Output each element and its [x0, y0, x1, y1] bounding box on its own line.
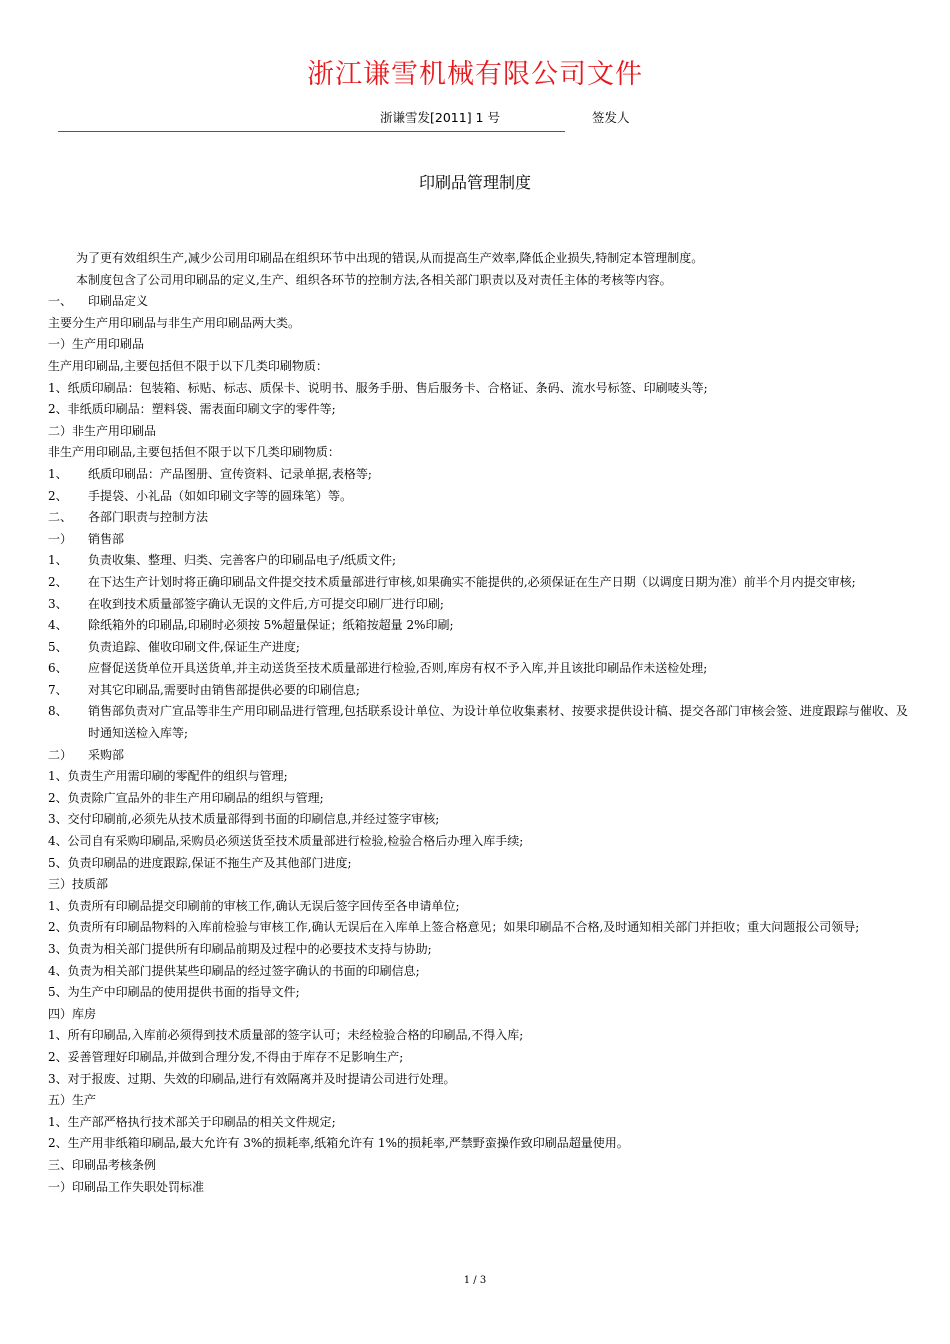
list-item-text: 手提袋、小礼品（如如印刷文字等的圆珠笔）等。 [88, 488, 353, 503]
subsection-heading: 二）非生产用印刷品 [48, 423, 157, 438]
list-item [48, 486, 908, 508]
company-document-title: 浙江谦雪机械有限公司文件 [307, 59, 643, 90]
subsection-heading [48, 745, 908, 767]
list-item: 1、生产部严格执行技术部关于印刷品的相关文件规定; [48, 1114, 336, 1129]
list-item-number: 8、 [48, 704, 68, 719]
list-item-text: 除纸箱外的印刷品,印刷时必须按 5%超量保证；纸箱按超量 2%印刷; [88, 618, 454, 633]
list-item [48, 637, 908, 659]
section-number: 二、 [48, 510, 73, 525]
list-item-text: 在收到技术质量部签字确认无误的文件后,方可提交印刷厂进行印刷; [88, 596, 444, 611]
list-item-text: 负责收集、整理、归类、完善客户的印刷品电子/纸质文件; [88, 553, 397, 568]
subsection-title: 采购部 [88, 747, 125, 762]
document-body [48, 248, 908, 1198]
list-item: 3、负责为相关部门提供所有印刷品前期及过程中的必要技术支持与协助; [48, 942, 432, 956]
paragraph: 主要分生产用印刷品与非生产用印刷品两大类。 [48, 315, 301, 330]
list-item [48, 701, 908, 744]
list-item [48, 658, 908, 680]
list-item-text: 销售部负责对广宣品等非生产用印刷品进行管理,包括联系设计单位、为设计单位收集素材、按要求提供设计稿、提交各部门审核会签、进度跟踪与催收、及时通知送检入库等; [88, 704, 908, 741]
list-item [48, 550, 908, 572]
section-title: 各部门职责与控制方法 [88, 510, 209, 525]
document-number: 浙谦雪发[2011] 1 号 [380, 110, 500, 125]
subsection-heading: 五）生产 [48, 1093, 97, 1108]
list-item-number: 1、 [48, 466, 68, 481]
list-item-number: 2、 [48, 574, 68, 589]
subsection-number: 二） [48, 747, 73, 762]
intro-paragraph: 为了更有效组织生产,减少公司用印刷品在组织环节中出现的错误,从而提高生产效率,降低企业损失,特制定本管理制度。 [76, 251, 704, 265]
subsection-heading: 一）印刷品工作失职处罚标准 [48, 1179, 205, 1194]
list-item: 5、负责印刷品的进度跟踪,保证不拖生产及其他部门进度; [48, 855, 352, 870]
list-item-number: 1、 [48, 553, 68, 568]
list-item: 1、负责生产用需印刷的零配件的组织与管理; [48, 769, 288, 784]
list-item-number: 5、 [48, 639, 68, 654]
list-item: 4、公司自有采购印刷品,采购员必须送货至技术质量部进行检验,检验合格后办理入库手续; [48, 834, 524, 849]
list-item: 4、负责为相关部门提供某些印刷品的经过签字确认的书面的印刷信息; [48, 963, 420, 978]
list-item-number: 3、 [48, 596, 68, 611]
list-item-number: 2、 [48, 488, 68, 503]
list-item: 3、对于报废、过期、失效的印刷品,进行有效隔离并及时提请公司进行处理。 [48, 1071, 456, 1086]
section-heading [48, 507, 908, 529]
list-item: 3、交付印刷前,必须先从技术质量部得到书面的印刷信息,并经过签字审核; [48, 812, 440, 827]
subsection-heading: 一）生产用印刷品 [48, 337, 145, 352]
list-item-text: 负责追踪、催收印刷文件,保证生产进度; [88, 639, 300, 654]
paragraph: 非生产用印刷品,主要包括但不限于以下几类印刷物质： [48, 445, 340, 460]
section-number: 一、 [48, 294, 73, 309]
list-item: 2、负责所有印刷品物料的入库前检验与审核工作,确认无误后在入库单上签合格意见；如果印刷品不合格,及时通知相关部门并拒收；重大问题报公司领导; [48, 920, 860, 935]
list-item-number: 7、 [48, 682, 68, 697]
list-item [48, 464, 908, 486]
section-title: 印刷品定义 [88, 294, 149, 309]
list-item [48, 594, 908, 616]
subsection-heading: 四）库房 [48, 1006, 97, 1021]
subsection-heading: 三）技质部 [48, 877, 109, 892]
subsection-title: 销售部 [88, 531, 125, 546]
list-item-text: 应督促送货单位开具送货单,并主动送货至技术质量部进行检验,否则,库房有权不予入库,并且该批印刷品作未送检处理; [88, 661, 708, 676]
list-item: 5、为生产中印刷品的使用提供书面的指导文件; [48, 985, 300, 1000]
list-item-text: 纸质印刷品：产品图册、宣传资料、记录单据,表格等; [88, 466, 372, 481]
list-item: 2、生产用非纸箱印刷品,最大允许有 3%的损耗率,纸箱允许有 1%的损耗率,严禁野蛮操作致印刷品超量使用。 [48, 1136, 629, 1151]
document-subtitle: 印刷品管理制度 [418, 173, 531, 192]
list-item-number: 6、 [48, 661, 68, 676]
list-item-text: 对其它印刷品,需要时由销售部提供必要的印刷信息; [88, 682, 360, 697]
list-item [48, 680, 908, 702]
list-item [48, 615, 908, 637]
list-item [48, 572, 908, 594]
list-item: 1、纸质印刷品：包装箱、标贴、标志、质保卡、说明书、服务手册、售后服务卡、合格证、条码、流水号标签、印刷唛头等; [48, 380, 708, 395]
list-item: 1、所有印刷品,入库前必须得到技术质量部的签字认可；未经检验合格的印刷品,不得入库; [48, 1028, 524, 1043]
list-item-text: 在下达生产计划时将正确印刷品文件提交技术质量部进行审核,如果确实不能提供的,必须保证在生产日期（以调度日期为准）前半个月内提交审核; [88, 574, 856, 589]
paragraph: 生产用印刷品,主要包括但不限于以下几类印刷物质： [48, 358, 328, 373]
red-divider-line [58, 131, 565, 132]
list-item: 2、负责除广宣品外的非生产用印刷品的组织与管理; [48, 790, 324, 805]
section-heading [48, 291, 908, 313]
subsection-number: 一） [48, 531, 73, 546]
list-item: 2、非纸质印刷品：塑料袋、需表面印刷文字的零件等; [48, 402, 336, 417]
list-item: 1、负责所有印刷品提交印刷前的审核工作,确认无误后签字回传至各申请单位; [48, 898, 460, 913]
subsection-heading [48, 529, 908, 551]
list-item-number: 4、 [48, 618, 68, 633]
intro-paragraph: 本制度包含了公司用印刷品的定义,生产、组织各环节的控制方法,各相关部门职责以及对责任主体的考核等内容。 [76, 272, 672, 287]
page-number: 1 / 3 [463, 1275, 487, 1286]
section-heading: 三、印刷品考核条例 [48, 1157, 157, 1172]
signer-label: 签发人 [592, 110, 630, 125]
list-item: 2、妥善管理好印刷品,并做到合理分发,不得由于库存不足影响生产; [48, 1049, 404, 1064]
